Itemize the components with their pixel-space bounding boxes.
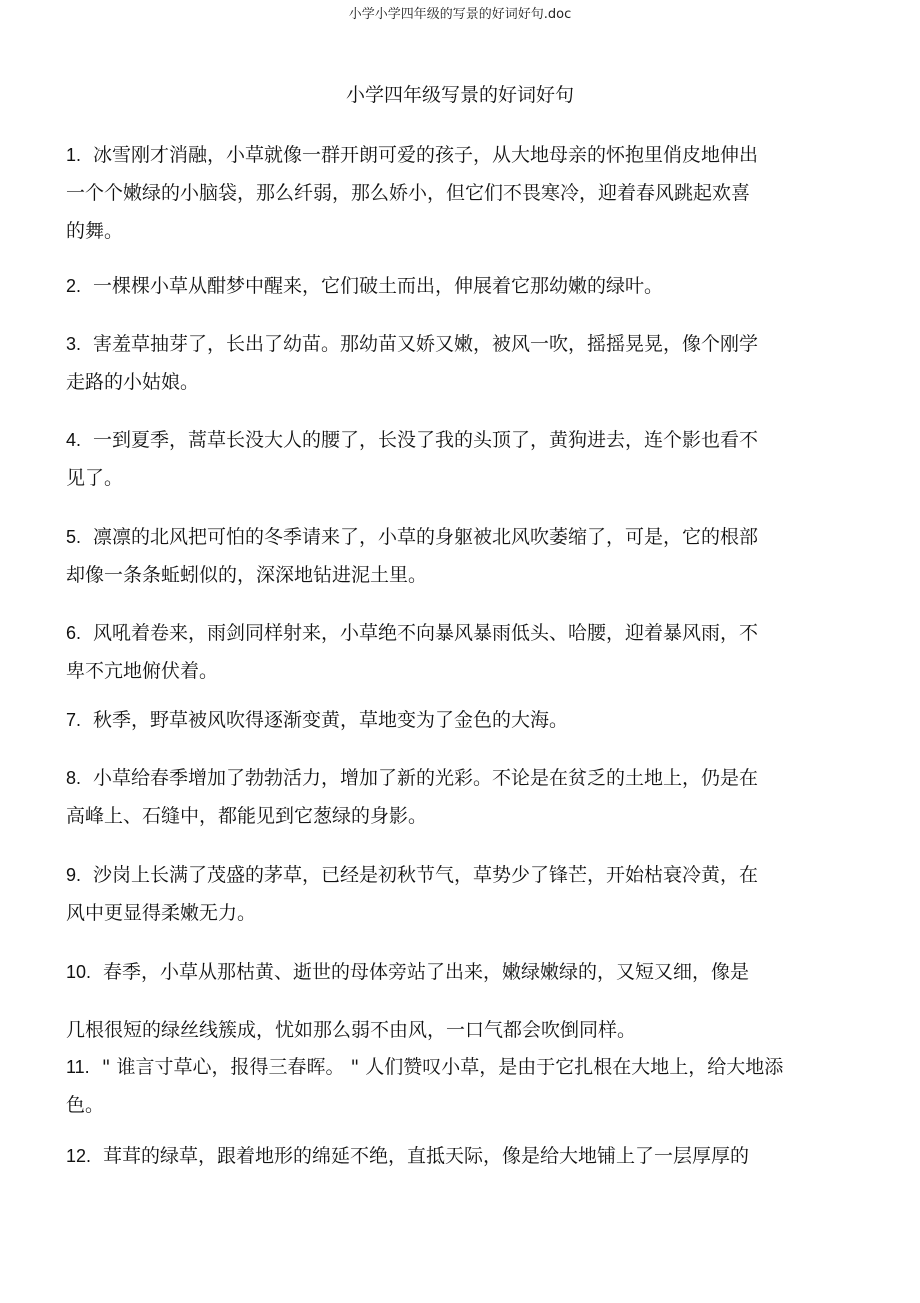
list-item — [66, 943, 826, 1059]
item-number: 10. — [66, 962, 92, 982]
list-item — [66, 1048, 826, 1124]
item-text: 春季，小草从那枯黄、逝世的母体旁站了出来，嫩绿嫩绿的，又短又细，像是 — [103, 961, 750, 983]
list-item — [66, 325, 826, 401]
item-text: 茸茸的绿草，跟着地形的绵延不绝，直抵天际，像是给大地铺上了一层厚厚的 — [103, 1145, 750, 1167]
list-item — [66, 759, 826, 835]
item-number: 12. — [66, 1146, 92, 1166]
item-text: 的舞。 — [66, 220, 124, 242]
item-number: 7. — [66, 710, 82, 730]
item-number: 1. — [66, 145, 82, 165]
item-text: 一棵棵小草从酣梦中醒来，它们破土而出，伸展着它那幼嫩的绿叶。 — [93, 275, 664, 297]
item-number: 3. — [66, 334, 82, 354]
item-text: 高峰上、石缝中，都能见到它葱绿的身影。 — [66, 805, 428, 827]
list-item — [66, 701, 826, 739]
item-number: 6. — [66, 623, 82, 643]
item-text: 凛凛的北风把可怕的冬季请来了，小草的身躯被北风吹萎缩了，可是，它的根部 — [93, 526, 759, 548]
list-item — [66, 518, 826, 594]
item-text: 秋季，野草被风吹得逐渐变黄，草地变为了金色的大海。 — [93, 709, 569, 731]
page-title: 小学四年级写景的好词好句 — [345, 84, 574, 106]
list-item — [66, 856, 826, 932]
list-item — [66, 614, 826, 690]
item-text: 一个个嫩绿的小脑袋，那么纤弱，那么娇小，但它们不畏寒冷，迎着春风跳起欢喜 — [66, 182, 751, 204]
document-filename-header: 小学小学四年级的写景的好词好句.doc — [348, 7, 572, 22]
item-number: 11. — [66, 1057, 90, 1077]
item-text: 走路的小姑娘。 — [66, 371, 200, 393]
item-text: 见了。 — [66, 467, 124, 489]
item-number: 4. — [66, 430, 82, 450]
item-text: 害羞草抽芽了，长出了幼苗。那幼苗又娇又嫩，被风一吹，摇摇晃晃，像个刚学 — [93, 333, 759, 355]
item-text: 冰雪刚才消融，小草就像一群开朗可爱的孩子，从大地母亲的怀抱里俏皮地伸出 — [93, 144, 759, 166]
item-text: " 谁言寸草心，报得三春晖。 " 人们赞叹小草，是由于它扎根在大地上，给大地添 — [101, 1056, 784, 1078]
list-item — [66, 136, 826, 250]
item-text: 小草给春季增加了勃勃活力，增加了新的光彩。不论是在贫乏的土地上，仍是在 — [93, 767, 759, 789]
item-text: 沙岗上长满了茂盛的茅草，已经是初秋节气，草势少了锋芒，开始枯衰冷黄，在 — [93, 864, 759, 886]
item-text: 卑不亢地俯伏着。 — [66, 660, 219, 682]
item-number: 5. — [66, 527, 82, 547]
item-number: 2. — [66, 276, 82, 296]
item-text: 色。 — [66, 1094, 105, 1116]
item-text: 却像一条条蚯蚓似的，深深地钻进泥土里。 — [66, 564, 428, 586]
item-text: 风中更显得柔嫩无力。 — [66, 902, 257, 924]
item-number: 8. — [66, 768, 82, 788]
item-number: 9. — [66, 865, 82, 885]
list-item — [66, 267, 826, 305]
list-item — [66, 421, 826, 497]
list-item — [66, 1137, 826, 1175]
item-text: 一到夏季，蒿草长没大人的腰了，长没了我的头顶了，黄狗进去，连个影也看不 — [93, 429, 759, 451]
item-text: 风吼着卷来，雨剑同样射来，小草绝不向暴风暴雨低头、哈腰，迎着暴风雨，不 — [93, 622, 759, 644]
item-text: 几根很短的绿丝线簇成，忧如那么弱不由风，一口气都会吹倒同样。 — [66, 1019, 637, 1041]
